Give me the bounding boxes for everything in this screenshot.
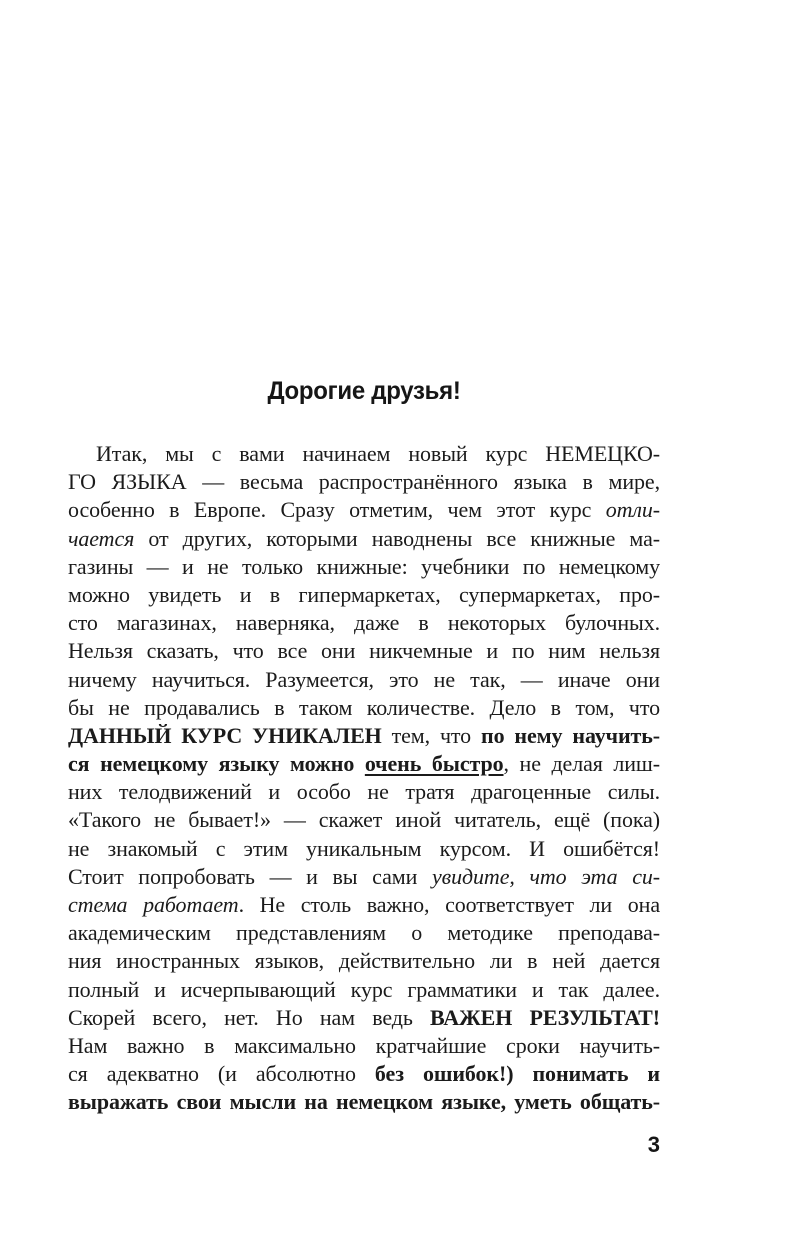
text-line bbox=[68, 637, 660, 665]
text-run: от других, которыми наводнены все книжные ма- bbox=[134, 525, 660, 551]
text-line bbox=[68, 806, 660, 834]
text-line bbox=[68, 581, 660, 609]
text-line bbox=[68, 440, 660, 468]
text-line bbox=[68, 496, 660, 524]
text-run: ГО ЯЗЫКА — весьма распространённого языка в мире, bbox=[68, 469, 660, 495]
text-line bbox=[68, 976, 660, 1004]
text-line bbox=[68, 750, 660, 778]
text-run: бы не продавались в таком количестве. Дело в том, что bbox=[68, 694, 660, 720]
text-run: Нам важно в максимально кратчайшие сроки научить- bbox=[68, 1032, 660, 1058]
text-line bbox=[68, 863, 660, 891]
text-run: Стоит попробовать — и вы сами bbox=[68, 863, 432, 889]
text-line bbox=[68, 468, 660, 496]
text-line bbox=[68, 694, 660, 722]
text-run: выражать свои мысли на немецком языке, уметь общать- bbox=[68, 1089, 660, 1115]
text-line bbox=[68, 835, 660, 863]
text-line bbox=[68, 1004, 660, 1032]
text-run: ДАННЫЙ КУРС УНИКАЛЕН bbox=[68, 722, 382, 748]
text-line bbox=[68, 919, 660, 947]
text-line bbox=[68, 722, 660, 750]
text-run: по нему научить- bbox=[481, 722, 660, 748]
page-number: 3 bbox=[647, 1132, 660, 1157]
text-run: увидите, что эта си- bbox=[431, 863, 660, 889]
text-run: «Такого не бывает!» — скажет иной читатель, ещё (пока) bbox=[68, 807, 660, 833]
text-run: них телодвижений и особо не тратя драгоценные силы. bbox=[68, 779, 660, 805]
text-run: , не делая лиш- bbox=[503, 751, 660, 777]
text-run: ничему научиться. Разумеется, это не так, — иначе они bbox=[68, 666, 660, 692]
text-line bbox=[68, 1088, 660, 1116]
text-line bbox=[68, 778, 660, 806]
text-run: академическим представлениям о методике преподава- bbox=[68, 920, 660, 946]
body-text bbox=[68, 440, 660, 1117]
text-run: . Не столь важно, соответствует ли она bbox=[238, 892, 660, 917]
text-line bbox=[68, 1060, 660, 1088]
text-run: ся адекватно (и абсолютно bbox=[68, 1061, 375, 1087]
text-run: тем, что bbox=[381, 722, 481, 748]
text-run: Скорей всего, нет. Но нам ведь bbox=[68, 1004, 431, 1030]
text-run: ся немецкому языку можно bbox=[68, 751, 365, 777]
text-line bbox=[68, 553, 660, 581]
text-line bbox=[68, 666, 660, 694]
text-run: ния иностранных языков, действительно ли в ней дается bbox=[68, 948, 660, 974]
text-run: не знакомый с этим уникальным курсом. И ошибётся! bbox=[68, 835, 660, 861]
text-run: газины — и не только книжные: учебники по немецкому bbox=[68, 553, 660, 579]
text-line bbox=[68, 947, 660, 975]
text-line bbox=[68, 609, 660, 637]
text-run: отли- bbox=[605, 497, 660, 523]
text-run: полный и исчерпывающий курс грамматики и так далее. bbox=[68, 976, 660, 1002]
text-run: стема работает bbox=[68, 892, 239, 917]
text-run: чается bbox=[68, 525, 135, 551]
text-run: особенно в Европе. Сразу отметим, чем этот курс bbox=[68, 497, 606, 523]
text-line bbox=[68, 1032, 660, 1060]
page-title: Дорогие друзья! bbox=[267, 377, 461, 405]
text-run: сто магазинах, наверняка, даже в некоторых булочных. bbox=[68, 610, 660, 636]
text-run: Нельзя сказать, что все они никчемные и по ним нельзя bbox=[68, 638, 660, 664]
text-line bbox=[68, 891, 660, 919]
text-run: очень быстро bbox=[364, 751, 504, 777]
text-run: без ошибок!) понимать и bbox=[374, 1061, 660, 1087]
text-line bbox=[68, 525, 660, 553]
text-run: Итак, мы с вами начинаем новый курс НЕМЕЦКО- bbox=[96, 441, 660, 466]
text-run: можно увидеть и в гипермаркетах, супермаркетах, про- bbox=[68, 581, 660, 607]
text-run: ВАЖЕН РЕЗУЛЬТАТ! bbox=[430, 1004, 660, 1030]
